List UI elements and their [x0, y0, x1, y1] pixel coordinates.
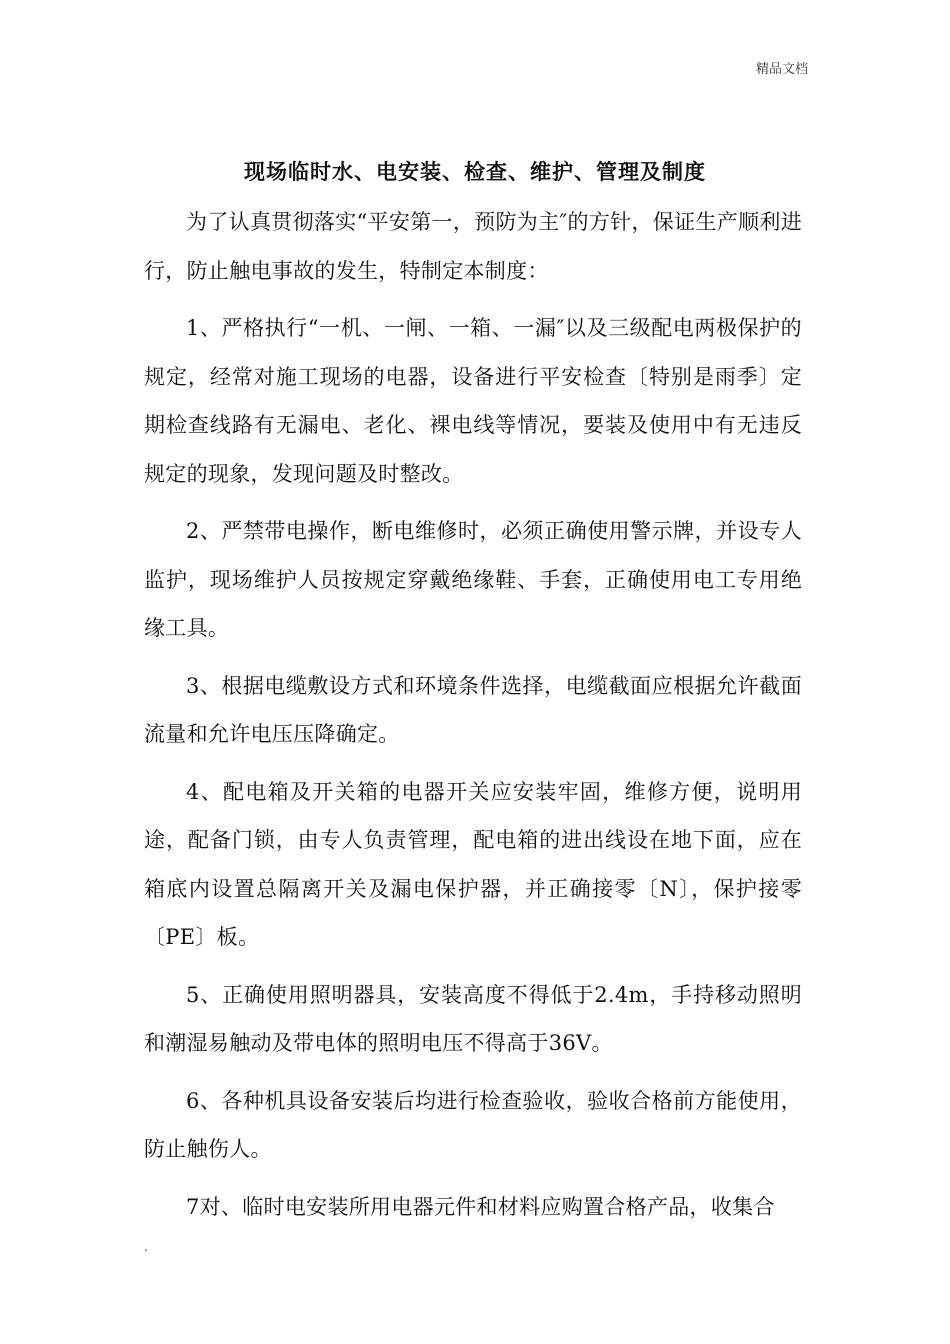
- paragraph-7: 7对、临时电安装所用电器元件和材料应购置合格产品，收集合: [186, 1194, 775, 1219]
- paragraph-4: 4、配电箱及开关箱的电器开关应安装牢固，维修方便，说明用途，配备门锁，由专人负责管理，配电箱的进出线设在地下面，应在箱底内设置总隔离开关及漏电保护器，并正确接零〔N〕，保护接零〔PE〕板。: [144, 779, 802, 949]
- paragraph-2: 2、严禁带电操作，断电维修时，必须正确使用警示牌，并设专人监护，现场维护人员按规定穿戴绝缘鞋、手套，正确使用电工专用绝缘工具。: [144, 519, 802, 640]
- page-header-label: 精品文档: [755, 62, 808, 77]
- paragraph-1: 1、严格执行“一机、一闸、一箱、一漏″以及三级配电两极保护的规定，经常对施工现场的电器，设备进行平安检查〔特别是雨季〕定期检查线路有无漏电、老化、裸电线等情况，要装及使用中有无违反规定的现象，发现问题及时整改。: [144, 316, 802, 486]
- paragraph-3: 3、根据电缆敷设方式和环境条件选择，电缆截面应根据允许截面流量和允许电压压降确定。: [144, 673, 802, 746]
- paragraph-5: 5、正确使用照明器具，安装高度不得低于2.4m，手持移动照明和潮湿易触动及带电体的照明电压不得高于36V。: [144, 982, 802, 1055]
- paragraph-intro: 为了认真贯彻落实“平安第一，预防为主″的方针，保证生产顺利进行，防止触电事故的发生，特制定本制度：: [144, 210, 802, 283]
- paragraph-6: 6、各种机具设备安装后均进行检查验收，验收合格前方能使用，防止触伤人。: [144, 1088, 802, 1161]
- footer-mark: .: [144, 1240, 148, 1254]
- document-title: 现场临时水、电安装、检查、维护、管理及制度: [244, 160, 706, 184]
- document-body: [144, 198, 802, 1240]
